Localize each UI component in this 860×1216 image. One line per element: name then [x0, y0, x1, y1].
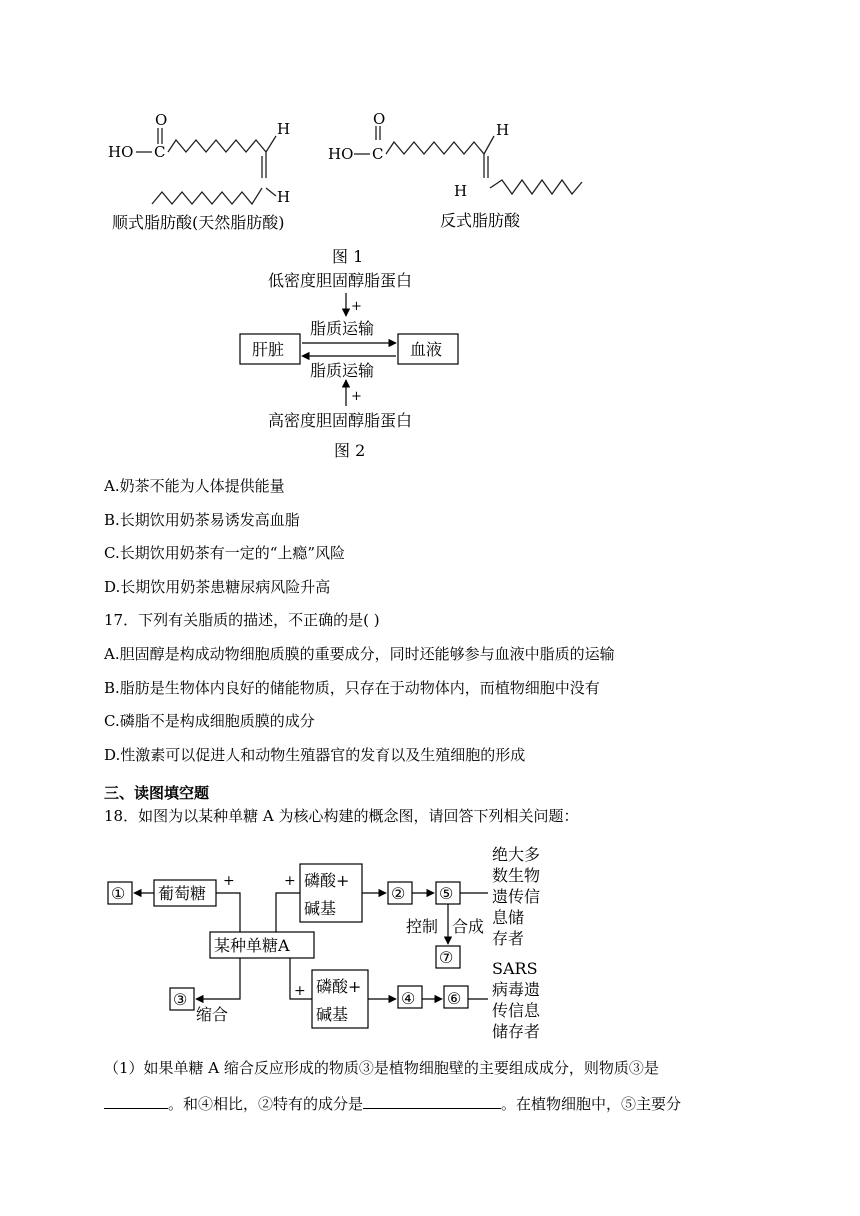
q18-sub1-mid: 。和④相比，②特有的成分是 — [168, 1095, 364, 1113]
q17-stem: 17．下列有关脂质的描述，不正确的是( ) — [104, 611, 380, 629]
node-6-label: ⑥ — [447, 989, 462, 1008]
liver-label: 肝脏 — [252, 340, 285, 359]
bottom-plus-sign: + — [294, 983, 306, 999]
node-4-label: ④ — [401, 989, 416, 1008]
q18-stem: 18．如图为以某种单糖 A 为核心构建的概念图，请回答下列相关问题： — [104, 807, 579, 825]
section-title: 三、读图填空题 — [104, 784, 210, 802]
figure-2-caption: 图 2 — [334, 441, 366, 460]
q17-option-d: D.性激素可以促进人和动物生殖器官的发育以及生殖细胞的形成 — [104, 746, 526, 764]
q16-option-d: D.长期饮用奶茶患糖尿病风险升高 — [104, 578, 331, 596]
cis-oxygen-atom: O — [155, 111, 168, 129]
transport-label-bottom: 脂质运输 — [310, 361, 375, 380]
trans-hydrogen-top: H — [496, 121, 510, 139]
synthesize-label: 合成 — [452, 917, 485, 936]
right-bottom-line1: SARS — [492, 959, 538, 978]
phosphate-bottom-line2: 碱基 — [316, 1005, 349, 1024]
top-plus-sign: + — [284, 873, 296, 889]
cis-hydrogen-top: H — [277, 120, 291, 138]
node-2-label: ② — [391, 884, 406, 903]
figure-1-fatty-acids — [100, 108, 620, 268]
q18-sub1-line1: （1）如果单糖 A 缩合反应形成的物质③是植物细胞壁的主要组成成分，则物质③是 — [104, 1059, 659, 1077]
cis-ho-group: HO — [108, 143, 134, 161]
right-bottom-line3: 传信息 — [492, 1001, 541, 1020]
cis-fatty-acid-label: 顺式脂肪酸(天然脂肪酸) — [112, 213, 285, 232]
q18-sub1-line2 — [104, 1092, 681, 1114]
right-top-line4: 息储 — [492, 908, 525, 927]
q16-option-b: B.长期饮用奶茶易诱发高血脂 — [104, 511, 300, 529]
q17-option-c: C.磷脂不是构成细胞质膜的成分 — [104, 712, 315, 730]
node-5-label: ⑤ — [439, 884, 454, 903]
trans-ho-group: HO — [328, 145, 354, 163]
cis-carbon-atom: C — [154, 143, 166, 161]
right-top-line1: 绝大多 — [492, 845, 541, 864]
phosphate-top-line1: 磷酸+ — [304, 871, 350, 890]
blood-label: 血液 — [410, 340, 443, 359]
right-top-line3: 遗传信 — [492, 887, 541, 906]
right-top-line2: 数生物 — [492, 866, 541, 885]
transport-label-top: 脂质运输 — [310, 319, 375, 338]
phosphate-top-line2: 碱基 — [304, 899, 337, 918]
figure-1-caption: 图 1 — [332, 247, 364, 266]
trans-carbon-atom: C — [372, 145, 384, 163]
glucose-label: 葡萄糖 — [158, 884, 207, 903]
cis-hydrogen-bottom: H — [277, 188, 291, 206]
answer-blank-1[interactable] — [104, 1092, 168, 1109]
right-bottom-line2: 病毒遗 — [492, 980, 541, 999]
answer-blank-2[interactable] — [363, 1092, 501, 1109]
control-label: 控制 — [406, 917, 439, 936]
hdl-plus-sign: + — [351, 389, 362, 404]
phosphate-bottom-line1: 磷酸+ — [316, 977, 362, 996]
q18-concept-map — [100, 840, 560, 1042]
q17-option-a: A.胆固醇是构成动物细胞质膜的重要成分，同时还能够参与血液中脂质的运输 — [104, 645, 615, 663]
q16-option-c: C.长期饮用奶茶有一定的“上瘾”风险 — [104, 544, 346, 562]
condense-label: 缩合 — [196, 1005, 229, 1024]
trans-fatty-acid-label: 反式脂肪酸 — [440, 211, 521, 230]
q18-sub1-tail: 。在植物细胞中，⑤主要分 — [501, 1095, 682, 1113]
right-top-line5: 存者 — [492, 929, 525, 948]
q16-option-a: A.奶茶不能为人体提供能量 — [104, 477, 285, 495]
figure-2-lipid-transport — [230, 266, 470, 462]
node-1-label: ① — [111, 884, 126, 903]
glucose-plus-sign: + — [223, 873, 235, 889]
monosaccharide-a-label: 某种单糖A — [214, 936, 290, 955]
ldl-plus-sign: + — [351, 299, 362, 314]
ldl-label: 低密度胆固醇脂蛋白 — [268, 271, 413, 290]
right-bottom-line4: 储存者 — [492, 1022, 541, 1041]
trans-hydrogen-bottom: H — [454, 182, 468, 200]
trans-oxygen-atom: O — [373, 110, 386, 128]
q17-option-b: B.脂肪是生物体内良好的储能物质，只存在于动物体内，而植物细胞中没有 — [104, 679, 600, 697]
node-7-label: ⑦ — [439, 948, 454, 967]
node-3-label: ③ — [173, 990, 188, 1009]
hdl-label: 高密度胆固醇脂蛋白 — [268, 411, 413, 430]
